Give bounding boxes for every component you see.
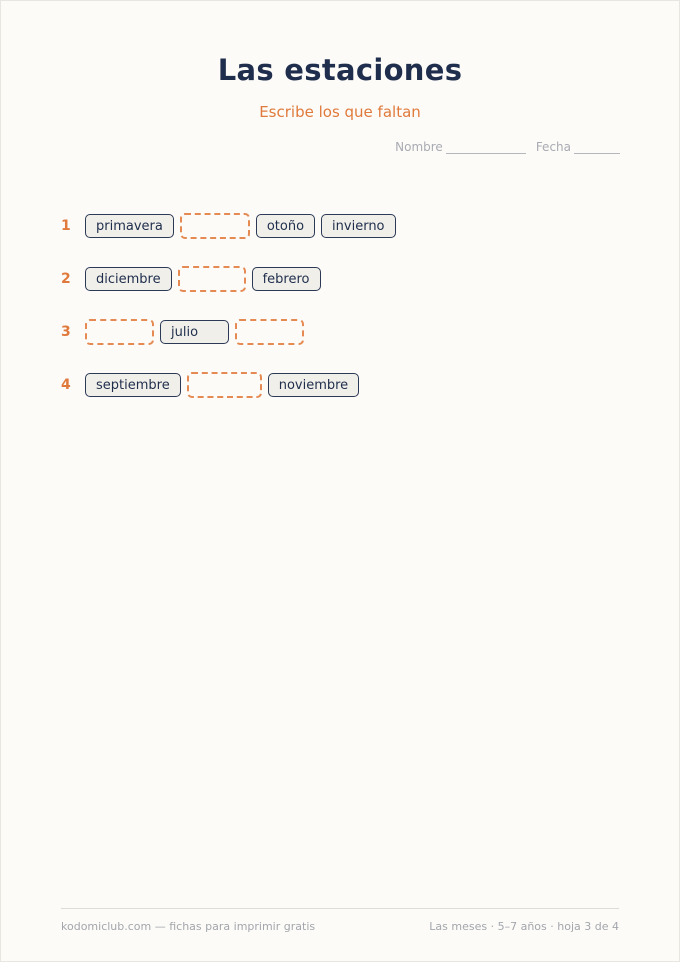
page-title: Las estaciones [217, 53, 463, 87]
exercise-row [61, 265, 402, 293]
exercise-row [61, 318, 402, 346]
blank-box[interactable] [178, 266, 246, 292]
blank-box[interactable] [235, 319, 304, 345]
date-line [574, 142, 620, 154]
page-subtitle: Escribe los que faltan [259, 103, 421, 121]
row-number: 3 [61, 324, 71, 340]
word-chip: invierno [321, 214, 395, 238]
word-chip: diciembre [85, 267, 172, 291]
footer-left: kodomiclub.com — fichas para imprimir gratis [61, 920, 316, 933]
name-label: Nombre [395, 140, 443, 154]
row-number: 4 [61, 377, 71, 393]
name-line [446, 142, 526, 154]
date-label: Fecha [535, 140, 571, 154]
word-chip: julio [160, 320, 229, 344]
blank-box[interactable] [85, 319, 154, 345]
blank-box[interactable] [180, 213, 250, 239]
word-chip: primavera [85, 214, 174, 238]
blank-box[interactable] [187, 372, 262, 398]
footer-divider [61, 908, 619, 909]
exercise-row [61, 212, 402, 240]
row-number: 1 [61, 218, 71, 234]
footer [61, 920, 619, 933]
footer-right: Las meses · 5–7 años · hoja 3 de 4 [429, 920, 619, 933]
name-field[interactable] [395, 140, 526, 154]
worksheet-page [1, 1, 679, 961]
exercise-rows [61, 212, 402, 424]
date-field[interactable] [536, 140, 620, 154]
word-chip: noviembre [268, 373, 359, 397]
row-number: 2 [61, 271, 71, 287]
word-chip: septiembre [85, 373, 181, 397]
exercise-row [61, 371, 402, 399]
name-date-fields [395, 140, 620, 154]
word-chip: febrero [252, 267, 321, 291]
word-chip: otoño [256, 214, 315, 238]
